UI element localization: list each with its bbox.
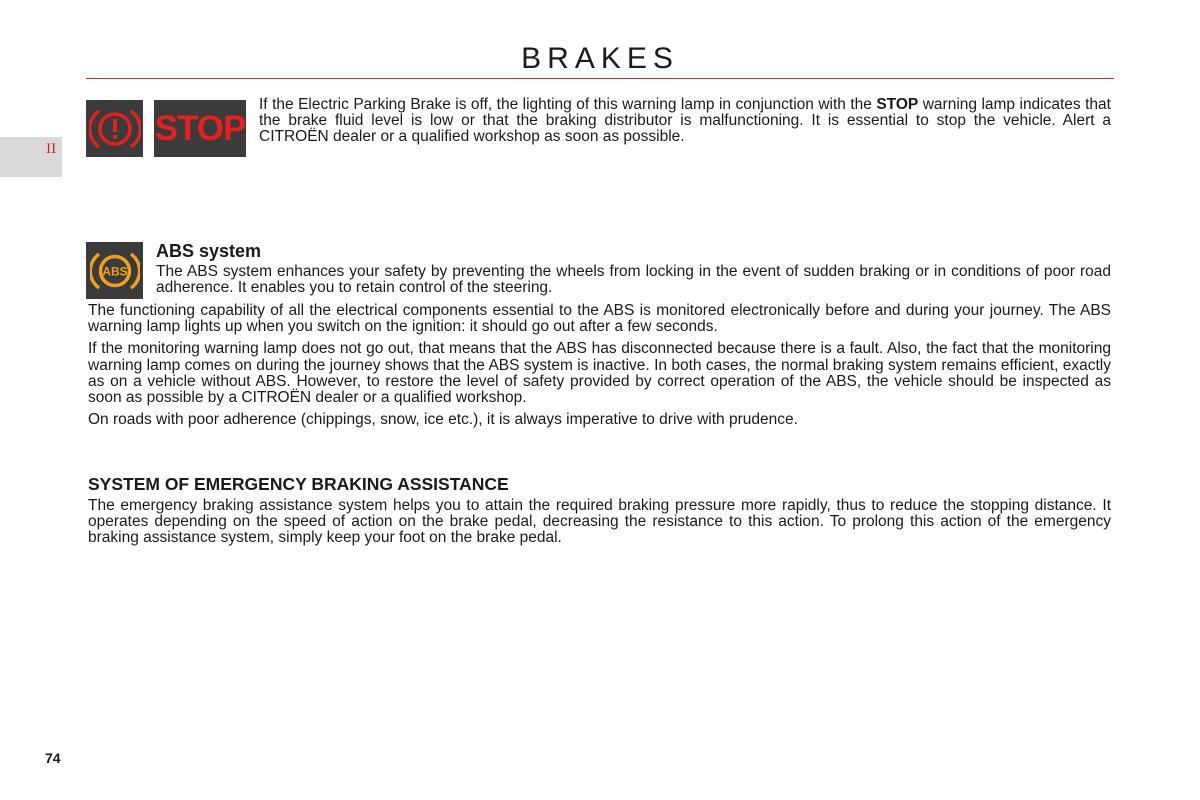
stop-text-before: If the Electric Parking Brake is off, the lighting of this warning lamp in conjunction with the [259, 96, 877, 113]
chapter-tab [0, 137, 62, 177]
abs-intro-block [156, 241, 1111, 296]
abs-body-block [88, 303, 1111, 428]
page-number: 74 [45, 750, 61, 766]
abs-paragraph-3: On roads with poor adherence (chippings, snow, ice etc.), it is always imperative to drive with prudence. [88, 411, 798, 429]
page-title: BRAKES [521, 42, 679, 76]
brake-warning-icon [86, 100, 143, 157]
ebas-heading: SYSTEM OF EMERGENCY BRAKING ASSISTANCE [88, 474, 509, 494]
title-divider [86, 78, 1114, 79]
abs-paragraph-1: The functioning capability of all the electrical components essential to the ABS is monitored electronically before and during your journey. The ABS warning lamp lights up when you switch on the ignition: it should go out after a few seconds. [88, 302, 1111, 336]
stop-text-bold: STOP [876, 96, 919, 113]
abs-lamp-label: ABS [101, 264, 128, 278]
stop-lamp-icon [154, 100, 246, 157]
abs-intro-text: The ABS system enhances your safety by preventing the wheels from locking in the event of sudden braking or in conditions of poor road adherence. It enables you to retain control of the steering. [156, 263, 1111, 297]
ebas-paragraph: The emergency braking assistance system helps you to attain the required braking pressure more rapidly, thus to reduce the stopping distance. It operates depending on the speed of action on the brake pedal, decreasing the resistance to this action. To prolong this action of the emergency braking assistance system, simply keep your foot on the brake pedal. [88, 497, 1111, 547]
abs-warning-icon [86, 242, 143, 299]
ebas-block [88, 474, 1111, 547]
chapter-tab-label: II [46, 142, 57, 157]
stop-lamp-label: STOP [154, 108, 246, 148]
stop-warning-block [259, 97, 1111, 146]
stop-text-after: warning lamp indicates that the brake fluid level is low or that the braking distributor is malfunctioning. It is essential to stop the vehicle. Alert a CITROËN dealer or a qualified workshop as soon as possible. [259, 96, 1111, 146]
stop-warning-text [259, 97, 1111, 146]
abs-paragraph-2: If the monitoring warning lamp does not go out, that means that the ABS has disconnected because there is a fault. Also, the fact that the monitoring warning lamp comes on during the journey shows that the ABS system is inactive. In both cases, the normal braking system remains efficient, exactly as on a vehicle without ABS. However, to restore the level of safety provided by correct operation of the ABS, the vehicle should be inspected as soon as possible by a CITROËN dealer or a qualified workshop. [88, 340, 1111, 407]
abs-heading: ABS system [156, 241, 262, 261]
